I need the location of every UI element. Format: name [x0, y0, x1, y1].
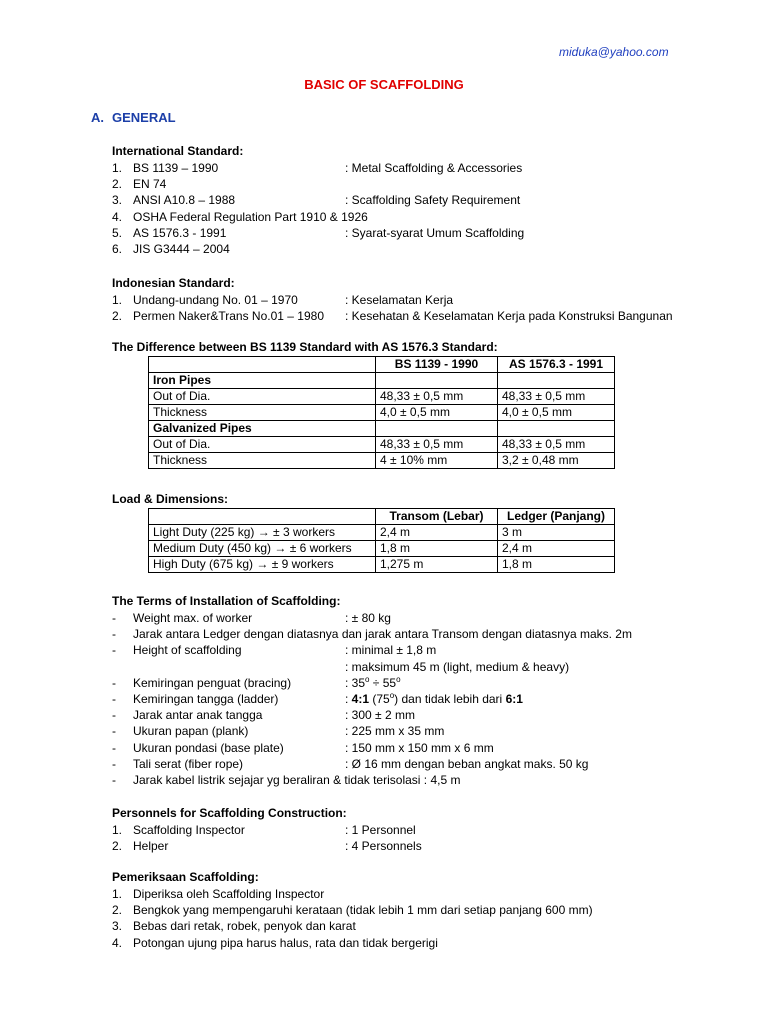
terms-item	[112, 642, 437, 658]
terms-item-number: -	[112, 708, 116, 723]
terms-item-text: Weight max. of worker	[133, 611, 253, 625]
difference-table-cell: 3,2 ± 0,48 mm	[498, 453, 615, 469]
difference-table	[148, 356, 615, 469]
personnels-item-number: 1.	[112, 823, 123, 837]
load-table-cell: Medium Duty (450 kg) → ± 6 workers	[149, 541, 376, 557]
international-item	[112, 192, 521, 208]
terms-item	[112, 626, 632, 642]
terms-item	[112, 610, 391, 626]
load-table-header-cell: Ledger (Panjang)	[498, 509, 615, 525]
difference-table-cell	[376, 421, 498, 437]
terms-item-text: Height of scaffolding	[133, 643, 242, 658]
terms-item-number: -	[112, 756, 116, 771]
terms-item-value: : 225 mm x 35 mm	[345, 724, 445, 739]
terms-item-number: -	[112, 740, 116, 755]
difference-table-cell: Out of Dia.	[149, 437, 376, 453]
terms-item	[112, 659, 570, 675]
difference-table-header-row	[149, 357, 615, 373]
terms-item-number: -	[112, 773, 116, 787]
load-table-header-cell	[149, 509, 376, 525]
international-item	[112, 241, 230, 257]
load-table-cell: 2,4 m	[376, 525, 498, 541]
international-item-text: OSHA Federal Regulation Part 1910 & 1926	[133, 209, 368, 224]
section-label: GENERAL	[112, 110, 176, 125]
load-table-cell: Light Duty (225 kg) → ± 3 workers	[149, 525, 376, 541]
difference-table-cell: 4,0 ± 0,5 mm	[376, 405, 498, 421]
terms-item-value: : minimal ± 1,8 m	[345, 643, 437, 658]
indonesian-item-value: : Kesehatan & Keselamatan Kerja pada Konstruksi Bangunan	[345, 309, 673, 324]
terms-item	[112, 772, 460, 788]
personnels-item	[112, 822, 416, 838]
difference-table-header-cell	[149, 357, 376, 373]
personnels-item-value: : 1 Personnel	[345, 823, 416, 837]
international-item-text: BS 1139 – 1990	[133, 161, 219, 175]
load-table-cell: 1,8 m	[376, 541, 498, 557]
international-item-text: ANSI A10.8 – 1988	[133, 193, 236, 208]
difference-table-cell: 4 ± 10% mm	[376, 453, 498, 469]
terms-item-text: Ukuran pondasi (base plate)	[133, 740, 284, 755]
personnels-item-value: : 4 Personnels	[345, 839, 422, 854]
difference-table-cell: Thickness	[149, 405, 376, 421]
pemeriksaan-item	[112, 935, 438, 951]
international-item	[112, 160, 523, 176]
pemeriksaan-item-number: 1.	[112, 887, 123, 901]
terms-item	[112, 674, 401, 691]
section-heading	[91, 110, 176, 125]
personnels-item-text: Scaffolding Inspector	[133, 823, 245, 837]
pemeriksaan-item-text: Potongan ujung pipa harus halus, rata dan tidak bergerigi	[133, 935, 438, 950]
international-item-text: JIS G3444 – 2004	[133, 242, 230, 256]
terms-item-text: Kemiringan penguat (bracing)	[133, 675, 292, 690]
international-item-number: 3.	[112, 193, 123, 208]
terms-item-value: : Ø 16 mm dengan beban angkat maks. 50 kg	[345, 756, 589, 771]
difference-table-header-cell: BS 1139 - 1990	[376, 357, 498, 373]
difference-table-row	[149, 373, 615, 389]
difference-table-header-cell: AS 1576.3 - 1991	[498, 357, 615, 373]
indonesian-item-text: Undang-undang No. 01 – 1970	[133, 293, 298, 307]
load-table-cell: 3 m	[498, 525, 615, 541]
difference-table-cell	[498, 421, 615, 437]
terms-item-number: -	[112, 692, 116, 706]
load-table-cell: 1,8 m	[498, 557, 615, 573]
pemeriksaan-item-number: 2.	[112, 903, 123, 918]
load-table-header-row	[149, 509, 615, 525]
indonesian-item-value: : Keselamatan Kerja	[345, 293, 454, 307]
personnels-item-text: Helper	[133, 839, 169, 854]
load-table	[148, 508, 615, 573]
document-title: BASIC OF SCAFFOLDING	[304, 77, 464, 92]
international-item	[112, 176, 166, 192]
international-item-number: 4.	[112, 209, 123, 224]
terms-item-text: Jarak antara Ledger dengan diatasnya dan jarak antara Transom dengan diatasnya maks. 2m	[133, 627, 632, 642]
pemeriksaan-item-number: 3.	[112, 919, 123, 934]
terms-item-value: : ± 80 kg	[345, 611, 391, 625]
load-table-cell: High Duty (675 kg) → ± 9 workers	[149, 557, 376, 573]
difference-table-cell: 48,33 ± 0,5 mm	[376, 389, 498, 405]
terms-item-text: Jarak kabel listrik sejajar yg beraliran & tidak terisolasi : 4,5 m	[133, 773, 461, 787]
terms-item	[112, 691, 523, 707]
terms-item-value: : 300 ± 2 mm	[345, 708, 415, 723]
load-table-row	[149, 557, 615, 573]
terms-item	[112, 740, 494, 756]
difference-table-cell	[376, 373, 498, 389]
difference-table-cell: Galvanized Pipes	[149, 421, 376, 437]
terms-item-value: : 150 mm x 150 mm x 6 mm	[345, 740, 494, 755]
difference-table-cell: 48,33 ± 0,5 mm	[498, 437, 615, 453]
personnels-heading: Personnels for Scaffolding Construction:	[112, 806, 347, 820]
terms-item-number: -	[112, 675, 116, 690]
load-heading: Load & Dimensions:	[112, 492, 229, 506]
difference-table-cell: 48,33 ± 0,5 mm	[376, 437, 498, 453]
indonesian-item-number: 2.	[112, 309, 123, 324]
international-item-value: : Scaffolding Safety Requirement	[345, 193, 521, 208]
difference-table-row	[149, 389, 615, 405]
international-item-value: : Metal Scaffolding & Accessories	[345, 161, 523, 175]
load-table-cell: 2,4 m	[498, 541, 615, 557]
indonesian-item	[112, 292, 454, 308]
difference-table-cell: 4,0 ± 0,5 mm	[498, 405, 615, 421]
terms-item-value: : 4:1 (75$^o$) dan tidak lebih dari 6:1	[345, 691, 523, 706]
terms-item	[112, 723, 445, 739]
pemeriksaan-item-text: Bengkok yang mempengaruhi kerataan (tidak lebih 1 mm dari setiap panjang 600 mm)	[133, 903, 593, 918]
international-heading: International Standard:	[112, 144, 244, 158]
difference-table-cell: Iron Pipes	[149, 373, 376, 389]
section-letter: A.	[91, 110, 104, 125]
indonesian-item-text: Permen Naker&Trans No.01 – 1980	[133, 309, 324, 324]
international-item-number: 1.	[112, 161, 123, 175]
indonesian-item-number: 1.	[112, 293, 123, 307]
international-item	[112, 209, 368, 225]
terms-item-value: : $35^o \div 55^o$	[345, 674, 401, 690]
pemeriksaan-item	[112, 886, 324, 902]
pemeriksaan-item-number: 4.	[112, 935, 123, 950]
difference-table-row	[149, 453, 615, 469]
difference-table-cell: 48,33 ± 0,5 mm	[498, 389, 615, 405]
international-item-text: EN 74	[133, 177, 167, 192]
pemeriksaan-item-text: Bebas dari retak, robek, penyok dan karat	[133, 919, 356, 934]
terms-item-number: -	[112, 627, 116, 642]
international-item	[112, 225, 525, 241]
load-table-row	[149, 541, 615, 557]
terms-item-text: Tali serat (fiber rope)	[133, 756, 244, 771]
terms-item-number: -	[112, 611, 116, 625]
difference-table-cell	[498, 373, 615, 389]
pemeriksaan-item	[112, 902, 593, 918]
terms-item	[112, 756, 589, 772]
personnels-item-number: 2.	[112, 839, 123, 854]
terms-item-text: Ukuran papan (plank)	[133, 724, 249, 739]
indonesian-heading: Indonesian Standard:	[112, 276, 235, 290]
international-item-number: 2.	[112, 177, 123, 192]
international-item-value: : Syarat-syarat Umum Scaffolding	[345, 225, 525, 240]
terms-item-number: -	[112, 643, 116, 658]
load-table-cell: 1,275 m	[376, 557, 498, 573]
load-table-header-cell: Transom (Lebar)	[376, 509, 498, 525]
terms-heading: The Terms of Installation of Scaffolding:	[112, 594, 341, 608]
terms-item-value: : maksimum 45 m (light, medium & heavy)	[345, 659, 570, 674]
load-table-row	[149, 525, 615, 541]
pemeriksaan-item-text: Diperiksa oleh Scaffolding Inspector	[133, 887, 325, 901]
personnels-item	[112, 838, 422, 854]
terms-item-text: Kemiringan tangga (ladder)	[133, 692, 279, 706]
difference-heading: The Difference between BS 1139 Standard with AS 1576.3 Standard:	[112, 340, 498, 354]
pemeriksaan-heading: Pemeriksaan Scaffolding:	[112, 870, 259, 884]
author-email[interactable]: miduka@yahoo.com	[559, 45, 669, 59]
difference-table-row	[149, 437, 615, 453]
international-item-text: AS 1576.3 - 1991	[133, 225, 227, 240]
difference-table-row	[149, 405, 615, 421]
terms-item-number: -	[112, 724, 116, 739]
terms-item	[112, 707, 415, 723]
difference-table-row	[149, 421, 615, 437]
difference-table-cell: Out of Dia.	[149, 389, 376, 405]
terms-item-text: Jarak antar anak tangga	[133, 708, 263, 723]
international-item-number: 5.	[112, 225, 123, 240]
international-item-number: 6.	[112, 242, 123, 256]
difference-table-cell: Thickness	[149, 453, 376, 469]
pemeriksaan-item	[112, 918, 356, 934]
indonesian-item	[112, 308, 673, 324]
